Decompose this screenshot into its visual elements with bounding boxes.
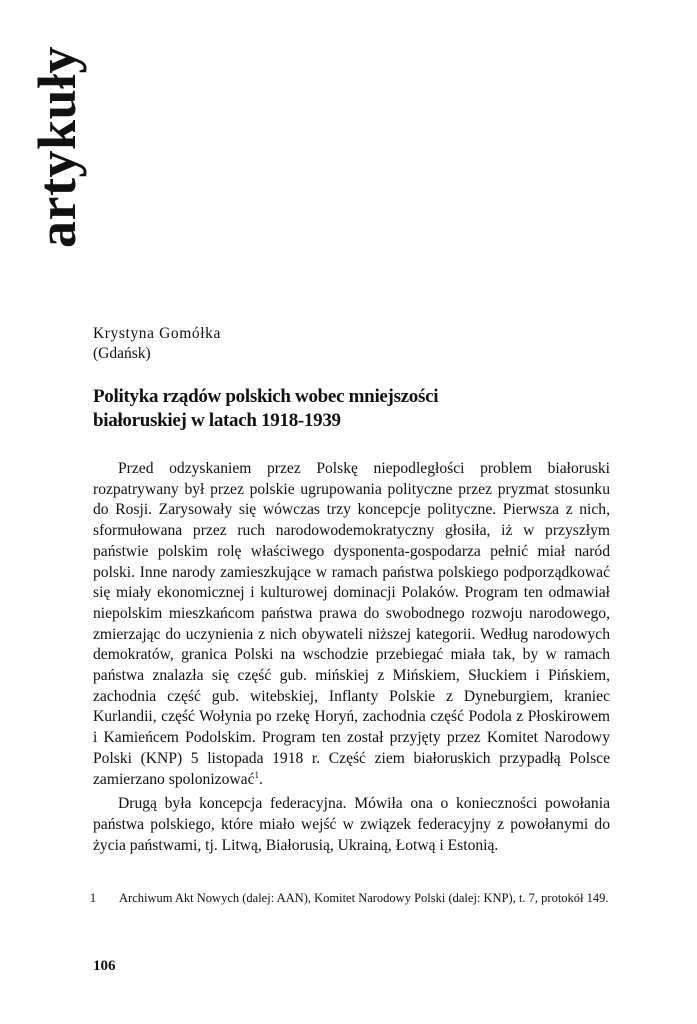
footnote-number: 1 xyxy=(89,891,97,905)
author-name: Krystyna Gomółka xyxy=(93,325,221,342)
footnote-reference[interactable]: 1 xyxy=(254,769,259,780)
article-title xyxy=(93,385,563,433)
paragraph-1 xyxy=(93,459,610,790)
paragraph-1-text: Przed odzyskaniem przez Polskę niepodległości problem białoruski rozpatrywany był przez polskie ugrupowania polityczne przez pryzmat stosunku do Rosji. Zarysowały się wówczas trzy koncepcje polityczne. Pierwsza z nich, sformułowana przez ruch narodowodemokratyczny głosiła, iż w przyszłym państwie polskim rolę właściwego dysponenta-gospodarza pełnić miał naród polski. Inne narody zamieszkujące w ramach państwa polskiego podporządkować się miały ekonomicznej i kulturowej dominacji Polaków. Program ten odmawiał niepolskim mieszkańcom państwa prawa do swobodnego rozwoju narodowego, zmierzając do uczynienia z nich obywateli niższej kategorii. Według narodowych demokratów, granica Polski na wschodzie przebiegać miała tak, by w ramach państwa znalazła się część gub. mińskiej z Mińskiem, Słuckiem i Pińskiem, zachodnia część gub. witebskiej, Inflanty Polskie z Dyneburgiem, kraniec Kurlandii, część Wołynia po rzekę Horyń, zachodnia część Podola z Płoskirowem i Kamieńcem Podolskim. Program ten został przyjęty przez Komitet Narodowy Polski (KNP) 5 listopada 1918 r. Część ziem białoruskich przypadłą Polsce zamierzano spolonizować xyxy=(93,460,610,788)
article-title-line-1: Polityka rządów polskich wobec mniejszości xyxy=(93,386,439,407)
footnote-text: Archiwum Akt Nowych (dalej: AAN), Komitet Narodowy Polski (dalej: KNP), t. 7, protokół 149. xyxy=(119,891,609,905)
footnote xyxy=(89,890,610,907)
author-affiliation: (Gdańsk) xyxy=(93,345,151,362)
paragraph-2 xyxy=(93,794,610,856)
paragraph-2-text: Drugą była koncepcja federacyjna. Mówiła ona o konieczności powołania państwa polskiego, które miało wejść w związek federacyjny z powołanymi do życia państwami, tj. Litwą, Białorusią, Ukrainą, Łotwą i Estonią. xyxy=(93,795,610,854)
section-label-text: artykuły xyxy=(27,45,87,248)
article-body xyxy=(93,459,610,856)
paragraph-1-end: . xyxy=(259,770,263,788)
footnote-body xyxy=(89,890,610,907)
page-number: 106 xyxy=(93,958,116,974)
article-title-line-2: białoruskiej w latach 1918-1939 xyxy=(93,410,341,431)
section-label xyxy=(22,40,87,250)
